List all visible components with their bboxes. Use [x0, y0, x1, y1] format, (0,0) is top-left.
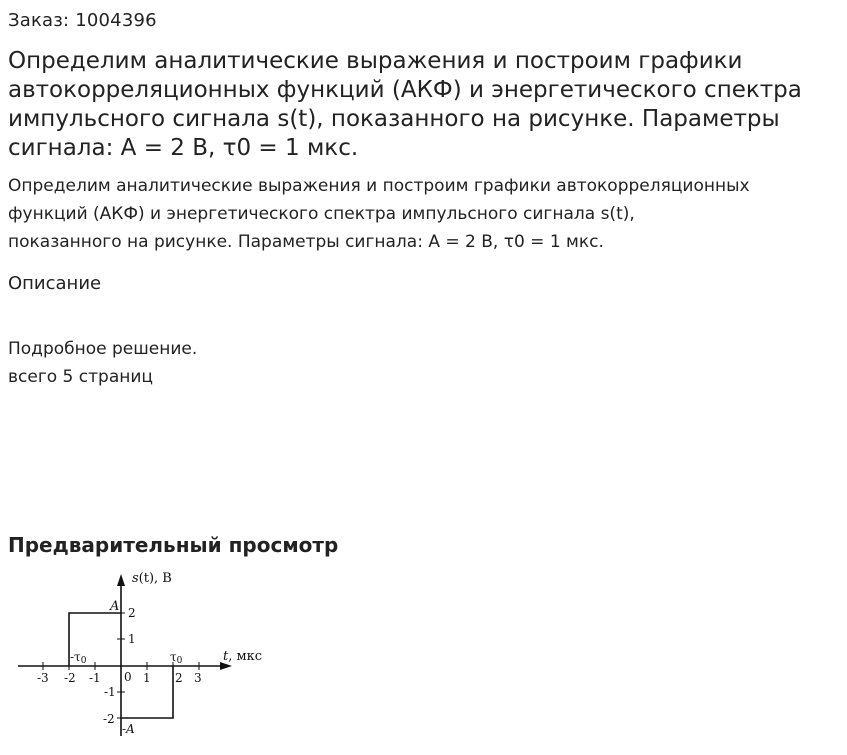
y-tick-label: -1 — [104, 685, 116, 699]
lead-paragraph — [8, 172, 843, 256]
x-tick-label: 3 — [194, 671, 202, 685]
x-tick-label: 1 — [143, 671, 151, 685]
lead-line: функций (АКФ) и энергетического спектра импульсного сигнала s(t), — [8, 204, 635, 224]
x-tick-label: 0 — [124, 670, 132, 684]
y-axis-label: s(t), В — [132, 571, 172, 586]
y-axis-arrow — [117, 574, 125, 586]
description-line: всего 5 страниц — [8, 367, 153, 387]
order-number: Заказ: 1004396 — [8, 10, 157, 31]
lead-line: показанного на рисунке. Параметры сигнала: А = 2 В, τ0 = 1 мкс. — [8, 232, 604, 252]
signal-graph — [14, 568, 264, 740]
description-line: Подробное решение. — [8, 339, 198, 359]
preview-heading: Предварительный просмотр — [8, 533, 339, 557]
lead-line: Определим аналитические выражения и построим графики автокорреляционных — [8, 176, 750, 196]
x-axis-label: t, мкс — [223, 649, 263, 664]
negative-amplitude-label: -A — [122, 722, 135, 736]
tau-label: τ0 — [170, 650, 183, 666]
y-tick-label: 1 — [128, 632, 136, 646]
x-tick-label: 2 — [175, 671, 183, 685]
x-tick-label: -2 — [64, 671, 76, 685]
y-tick-label: -2 — [103, 712, 115, 726]
description-label: Описание — [8, 273, 102, 294]
description-text — [8, 335, 197, 391]
y-tick-label: 2 — [128, 606, 136, 620]
x-tick-label: -3 — [37, 671, 49, 685]
page-title: Определим аналитические выражения и построим графики автокорреляционных функций (АКФ) и энергетического спектра импульсного сигнала s(t), показанного на рисунке. Параметры сигнала: А = 2 В, τ0 = 1 мкс. — [8, 48, 802, 161]
minus-tau-label: -τ0 — [70, 650, 87, 666]
x-tick-label: -1 — [89, 671, 101, 685]
amplitude-label: A — [110, 599, 120, 614]
preview-image — [14, 568, 264, 740]
